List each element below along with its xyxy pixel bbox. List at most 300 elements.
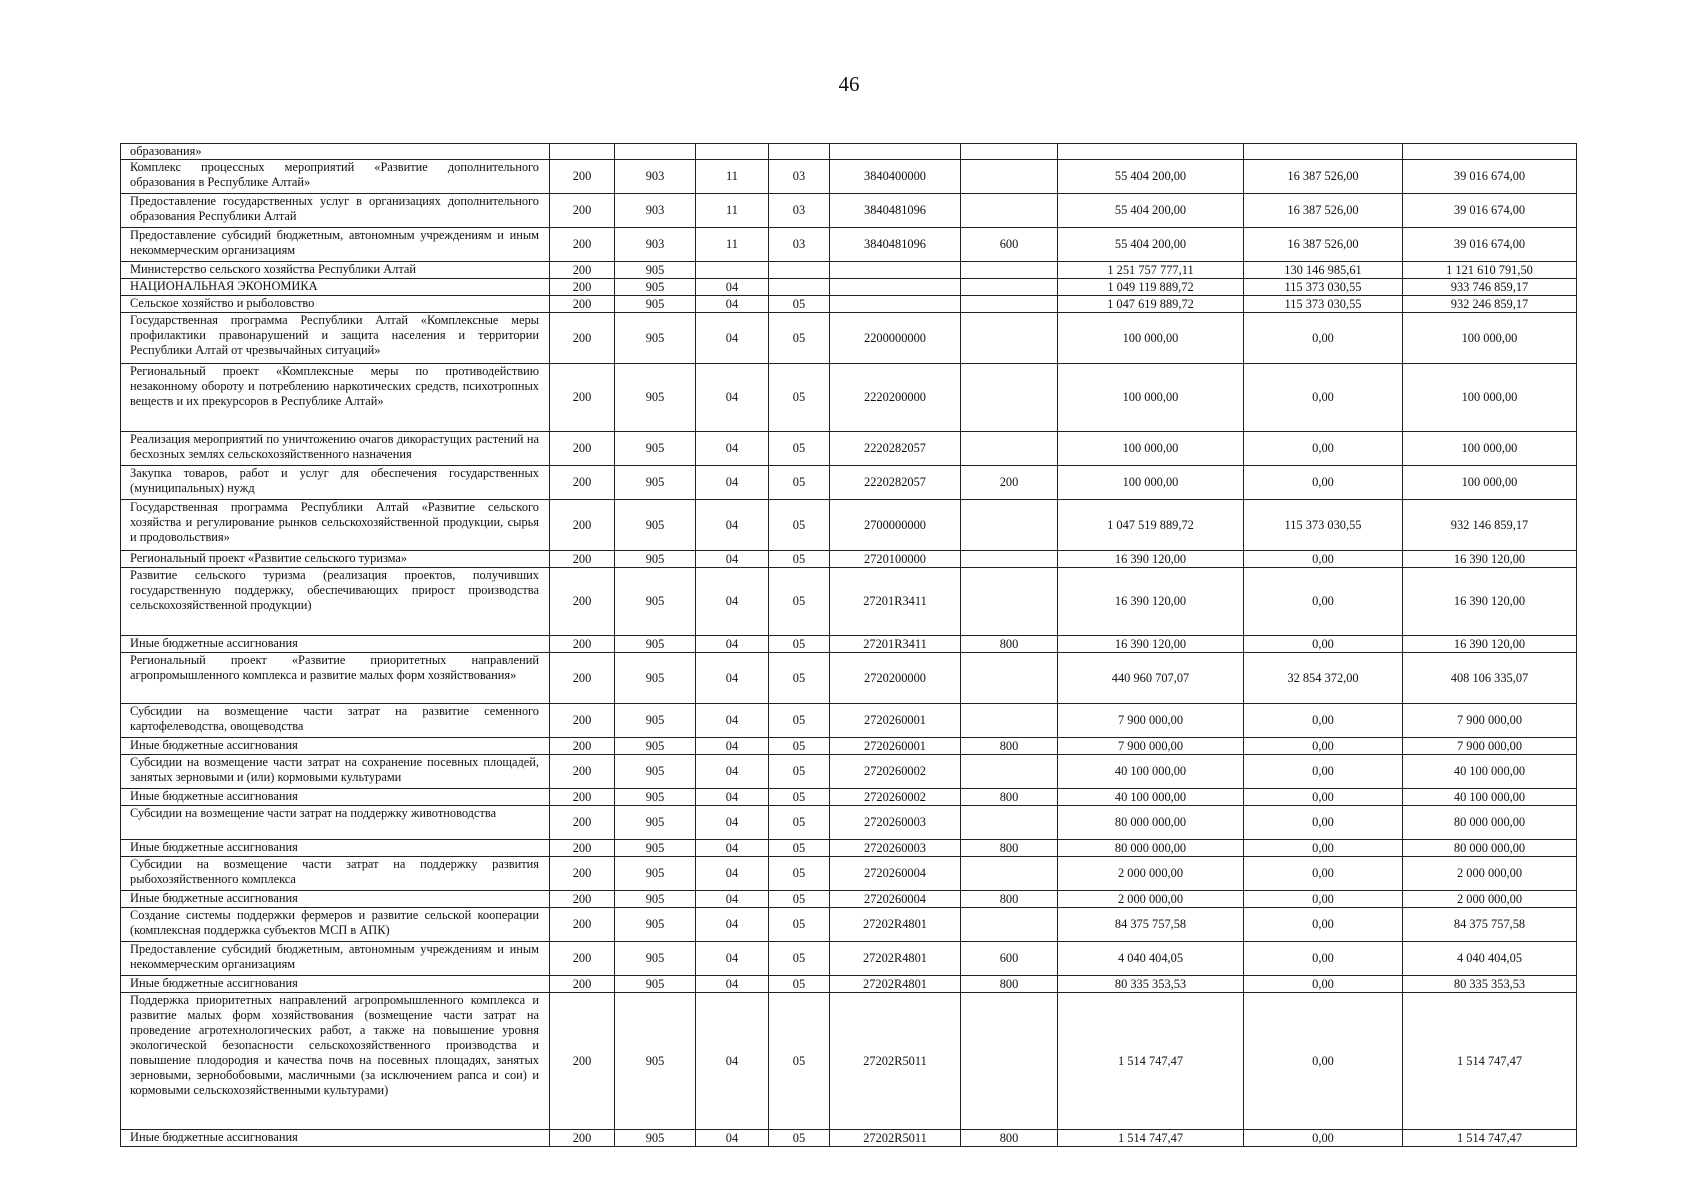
cell-section-code: 04 (696, 466, 769, 500)
cell-expense-type (961, 144, 1058, 160)
cell-name: Субсидии на возмещение части затрат на поддержку животноводства (121, 806, 550, 840)
cell-amount-2: 0,00 (1244, 755, 1403, 789)
cell-admin-code: 200 (550, 636, 615, 653)
cell-amount-3: 4 040 404,05 (1403, 942, 1577, 976)
cell-dept-code: 905 (615, 636, 696, 653)
cell-target-code: 2220200000 (830, 364, 961, 432)
cell-dept-code: 903 (615, 194, 696, 228)
cell-target-code (830, 279, 961, 296)
cell-amount-3: 80 000 000,00 (1403, 840, 1577, 857)
cell-amount-total: 2 000 000,00 (1058, 857, 1244, 891)
cell-name: Иные бюджетные ассигнования (121, 636, 550, 653)
cell-expense-type: 800 (961, 1130, 1058, 1147)
cell-target-code: 2220282057 (830, 432, 961, 466)
cell-name: Государственная программа Республики Алтай «Комплексные меры профилактики правонарушений и защита населения и территории Республики Алтай от чрезвычайных ситуаций» (121, 313, 550, 364)
table-row (121, 653, 1577, 704)
table-row (121, 738, 1577, 755)
cell-admin-code: 200 (550, 228, 615, 262)
cell-target-code: 2720260001 (830, 704, 961, 738)
cell-expense-type: 600 (961, 942, 1058, 976)
cell-target-code: 2720260004 (830, 891, 961, 908)
cell-dept-code: 905 (615, 313, 696, 364)
cell-expense-type (961, 568, 1058, 636)
cell-subsection-code: 05 (769, 551, 830, 568)
cell-subsection-code: 05 (769, 432, 830, 466)
cell-name: Закупка товаров, работ и услуг для обеспечения государственных (муниципальных) нужд (121, 466, 550, 500)
cell-subsection-code: 05 (769, 296, 830, 313)
cell-dept-code: 905 (615, 432, 696, 466)
cell-target-code: 2720260002 (830, 755, 961, 789)
cell-dept-code: 905 (615, 296, 696, 313)
cell-dept-code: 903 (615, 160, 696, 194)
table-row (121, 908, 1577, 942)
cell-amount-2: 0,00 (1244, 313, 1403, 364)
cell-subsection-code: 05 (769, 993, 830, 1130)
cell-dept-code: 905 (615, 738, 696, 755)
cell-name: Государственная программа Республики Алтай «Развитие сельского хозяйства и регулирование рынков сельскохозяйственной продукции, сырья и продовольствия» (121, 500, 550, 551)
cell-dept-code: 905 (615, 551, 696, 568)
cell-name: Субсидии на возмещение части затрат на поддержку развития рыбохозяйственного комплекса (121, 857, 550, 891)
cell-name: образования» (121, 144, 550, 160)
cell-target-code: 2700000000 (830, 500, 961, 551)
cell-amount-3: 16 390 120,00 (1403, 551, 1577, 568)
cell-amount-2: 0,00 (1244, 891, 1403, 908)
cell-name: Поддержка приоритетных направлений агропромышленного комплекса и развитие малых форм хозяйствования (возмещение части затрат на проведение агротехнологических работ, а также на повышение уровня экологической безопасности сельскохозяйственного производства и повышение плодородия и качества почв на посевных площадях, занятых зерновыми, зернобобовыми, масличными (за исключением рапса и сои) и кормовыми сельскохозяйственными культурами) (121, 993, 550, 1130)
cell-section-code: 04 (696, 840, 769, 857)
cell-section-code: 04 (696, 755, 769, 789)
cell-subsection-code: 05 (769, 840, 830, 857)
cell-amount-2: 0,00 (1244, 636, 1403, 653)
cell-name: Иные бюджетные ассигнования (121, 789, 550, 806)
cell-admin-code: 200 (550, 653, 615, 704)
cell-amount-total: 100 000,00 (1058, 313, 1244, 364)
cell-amount-total: 100 000,00 (1058, 466, 1244, 500)
cell-expense-type: 800 (961, 789, 1058, 806)
cell-section-code: 11 (696, 160, 769, 194)
table-row (121, 993, 1577, 1130)
cell-name: Региональный проект «Развитие сельского туризма» (121, 551, 550, 568)
cell-section-code: 04 (696, 806, 769, 840)
cell-dept-code: 905 (615, 1130, 696, 1147)
table-row (121, 840, 1577, 857)
cell-dept-code: 905 (615, 789, 696, 806)
table-row (121, 891, 1577, 908)
cell-dept-code: 903 (615, 228, 696, 262)
cell-amount-total: 1 047 619 889,72 (1058, 296, 1244, 313)
table-row (121, 636, 1577, 653)
cell-section-code: 04 (696, 738, 769, 755)
cell-expense-type (961, 908, 1058, 942)
cell-target-code: 2200000000 (830, 313, 961, 364)
cell-admin-code: 200 (550, 857, 615, 891)
cell-expense-type: 800 (961, 976, 1058, 993)
cell-target-code: 27202R4801 (830, 976, 961, 993)
cell-section-code: 04 (696, 976, 769, 993)
cell-amount-3: 84 375 757,58 (1403, 908, 1577, 942)
table-row (121, 806, 1577, 840)
cell-amount-3: 932 246 859,17 (1403, 296, 1577, 313)
cell-expense-type (961, 262, 1058, 279)
cell-subsection-code: 05 (769, 636, 830, 653)
cell-name: НАЦИОНАЛЬНАЯ ЭКОНОМИКА (121, 279, 550, 296)
cell-admin-code: 200 (550, 789, 615, 806)
cell-amount-2: 0,00 (1244, 806, 1403, 840)
table-row (121, 144, 1577, 160)
cell-name: Реализация мероприятий по уничтожению очагов дикорастущих растений на бесхозных землях сельскохозяйственного назначения (121, 432, 550, 466)
cell-dept-code: 905 (615, 976, 696, 993)
table-row (121, 466, 1577, 500)
cell-subsection-code: 05 (769, 908, 830, 942)
cell-amount-total: 440 960 707,07 (1058, 653, 1244, 704)
table-row (121, 942, 1577, 976)
table-row (121, 704, 1577, 738)
cell-amount-2: 0,00 (1244, 1130, 1403, 1147)
cell-expense-type (961, 432, 1058, 466)
cell-amount-3: 2 000 000,00 (1403, 857, 1577, 891)
cell-expense-type (961, 993, 1058, 1130)
cell-admin-code: 200 (550, 551, 615, 568)
cell-subsection-code: 05 (769, 313, 830, 364)
cell-dept-code: 905 (615, 704, 696, 738)
cell-amount-total: 100 000,00 (1058, 432, 1244, 466)
cell-name: Комплекс процессных мероприятий «Развитие дополнительного образования в Республике Алтай» (121, 160, 550, 194)
cell-amount-2: 0,00 (1244, 704, 1403, 738)
cell-name: Иные бюджетные ассигнования (121, 976, 550, 993)
cell-amount-total: 40 100 000,00 (1058, 789, 1244, 806)
table-row (121, 789, 1577, 806)
cell-section-code: 04 (696, 432, 769, 466)
cell-dept-code (615, 144, 696, 160)
cell-expense-type: 800 (961, 891, 1058, 908)
cell-subsection-code (769, 144, 830, 160)
cell-subsection-code: 05 (769, 976, 830, 993)
cell-dept-code: 905 (615, 279, 696, 296)
cell-amount-2: 0,00 (1244, 789, 1403, 806)
cell-amount-2: 32 854 372,00 (1244, 653, 1403, 704)
cell-amount-2: 16 387 526,00 (1244, 160, 1403, 194)
cell-amount-2: 0,00 (1244, 568, 1403, 636)
cell-target-code: 27202R5011 (830, 1130, 961, 1147)
cell-target-code: 2720200000 (830, 653, 961, 704)
cell-subsection-code: 03 (769, 160, 830, 194)
cell-expense-type: 800 (961, 636, 1058, 653)
cell-amount-3: 16 390 120,00 (1403, 636, 1577, 653)
cell-expense-type: 800 (961, 738, 1058, 755)
cell-target-code: 27202R4801 (830, 942, 961, 976)
cell-target-code: 2720260003 (830, 840, 961, 857)
cell-amount-total: 80 000 000,00 (1058, 840, 1244, 857)
cell-dept-code: 905 (615, 568, 696, 636)
cell-name: Иные бюджетные ассигнования (121, 1130, 550, 1147)
cell-admin-code: 200 (550, 262, 615, 279)
cell-expense-type (961, 279, 1058, 296)
cell-admin-code: 200 (550, 840, 615, 857)
cell-amount-3: 16 390 120,00 (1403, 568, 1577, 636)
cell-name: Субсидии на возмещение части затрат на сохранение посевных площадей, занятых зерновыми и (или) кормовыми культурами (121, 755, 550, 789)
cell-admin-code: 200 (550, 942, 615, 976)
cell-expense-type (961, 500, 1058, 551)
cell-dept-code: 905 (615, 755, 696, 789)
cell-amount-2: 0,00 (1244, 976, 1403, 993)
cell-target-code (830, 144, 961, 160)
cell-subsection-code: 05 (769, 806, 830, 840)
cell-subsection-code: 05 (769, 704, 830, 738)
table-row (121, 500, 1577, 551)
cell-dept-code: 905 (615, 364, 696, 432)
cell-dept-code: 905 (615, 908, 696, 942)
cell-amount-2: 0,00 (1244, 840, 1403, 857)
cell-subsection-code: 03 (769, 228, 830, 262)
cell-admin-code: 200 (550, 806, 615, 840)
cell-dept-code: 905 (615, 891, 696, 908)
cell-amount-2: 0,00 (1244, 908, 1403, 942)
table-row (121, 1130, 1577, 1147)
table-row (121, 262, 1577, 279)
cell-target-code: 2720100000 (830, 551, 961, 568)
cell-section-code: 04 (696, 500, 769, 551)
cell-target-code: 2720260002 (830, 789, 961, 806)
cell-target-code: 27201R3411 (830, 568, 961, 636)
cell-amount-2: 0,00 (1244, 364, 1403, 432)
cell-amount-3: 80 335 353,53 (1403, 976, 1577, 993)
cell-dept-code: 905 (615, 500, 696, 551)
cell-name: Предоставление государственных услуг в организациях дополнительного образования Республики Алтай (121, 194, 550, 228)
cell-subsection-code: 05 (769, 755, 830, 789)
cell-name: Иные бюджетные ассигнования (121, 738, 550, 755)
cell-amount-3: 1 514 747,47 (1403, 993, 1577, 1130)
cell-expense-type (961, 313, 1058, 364)
cell-subsection-code (769, 262, 830, 279)
cell-section-code: 04 (696, 891, 769, 908)
cell-amount-2: 0,00 (1244, 738, 1403, 755)
cell-dept-code: 905 (615, 653, 696, 704)
cell-expense-type (961, 160, 1058, 194)
cell-target-code: 27202R5011 (830, 993, 961, 1130)
cell-name: Создание системы поддержки фермеров и развитие сельской кооперации (комплексная поддержка субъектов МСП в АПК) (121, 908, 550, 942)
cell-amount-total: 55 404 200,00 (1058, 228, 1244, 262)
cell-target-code: 27202R4801 (830, 908, 961, 942)
cell-subsection-code: 05 (769, 738, 830, 755)
cell-target-code: 2720260003 (830, 806, 961, 840)
cell-name: Региональный проект «Комплексные меры по противодействию незаконному обороту и потреблению наркотических средств, психотропных веществ и их прекурсоров в Республике Алтай» (121, 364, 550, 432)
cell-dept-code: 905 (615, 806, 696, 840)
cell-admin-code: 200 (550, 568, 615, 636)
cell-dept-code: 905 (615, 262, 696, 279)
cell-subsection-code: 03 (769, 194, 830, 228)
cell-name: Региональный проект «Развитие приоритетных направлений агропромышленного комплекса и развитие малых форм хозяйствования» (121, 653, 550, 704)
cell-expense-type (961, 755, 1058, 789)
cell-name: Развитие сельского туризма (реализация проектов, получивших государственную поддержку, обеспечивающих прирост производства сельскохозяйственной продукции) (121, 568, 550, 636)
cell-section-code: 04 (696, 857, 769, 891)
cell-dept-code: 905 (615, 840, 696, 857)
cell-amount-total: 1 514 747,47 (1058, 1130, 1244, 1147)
cell-section-code: 04 (696, 653, 769, 704)
cell-target-code: 2220282057 (830, 466, 961, 500)
table-row (121, 296, 1577, 313)
cell-amount-3 (1403, 144, 1577, 160)
table-row (121, 976, 1577, 993)
cell-subsection-code: 05 (769, 942, 830, 976)
cell-section-code: 04 (696, 364, 769, 432)
cell-expense-type (961, 653, 1058, 704)
cell-amount-3: 39 016 674,00 (1403, 160, 1577, 194)
cell-amount-3: 100 000,00 (1403, 313, 1577, 364)
cell-subsection-code (769, 279, 830, 296)
cell-expense-type (961, 704, 1058, 738)
table-row (121, 194, 1577, 228)
cell-section-code: 04 (696, 993, 769, 1130)
cell-amount-2: 16 387 526,00 (1244, 194, 1403, 228)
cell-amount-total: 84 375 757,58 (1058, 908, 1244, 942)
cell-amount-2: 115 373 030,55 (1244, 500, 1403, 551)
cell-admin-code: 200 (550, 432, 615, 466)
cell-dept-code: 905 (615, 857, 696, 891)
cell-amount-total: 4 040 404,05 (1058, 942, 1244, 976)
cell-admin-code: 200 (550, 976, 615, 993)
cell-name: Субсидии на возмещение части затрат на развитие семенного картофелеводства, овощеводства (121, 704, 550, 738)
cell-expense-type (961, 806, 1058, 840)
cell-amount-3: 39 016 674,00 (1403, 228, 1577, 262)
cell-section-code: 11 (696, 194, 769, 228)
cell-name: Предоставление субсидий бюджетным, автономным учреждениям и иным некоммерческим организациям (121, 228, 550, 262)
budget-table-body (121, 144, 1577, 1147)
cell-admin-code: 200 (550, 755, 615, 789)
cell-subsection-code: 05 (769, 1130, 830, 1147)
cell-expense-type (961, 551, 1058, 568)
cell-target-code: 2720260001 (830, 738, 961, 755)
cell-target-code: 2720260004 (830, 857, 961, 891)
cell-amount-3: 933 746 859,17 (1403, 279, 1577, 296)
cell-admin-code: 200 (550, 466, 615, 500)
cell-admin-code: 200 (550, 194, 615, 228)
cell-amount-2: 16 387 526,00 (1244, 228, 1403, 262)
table-row (121, 228, 1577, 262)
cell-admin-code: 200 (550, 313, 615, 364)
cell-amount-3: 7 900 000,00 (1403, 704, 1577, 738)
table-row (121, 364, 1577, 432)
cell-target-code: 3840400000 (830, 160, 961, 194)
cell-section-code: 04 (696, 636, 769, 653)
cell-amount-3: 2 000 000,00 (1403, 891, 1577, 908)
cell-name: Сельское хозяйство и рыболовство (121, 296, 550, 313)
cell-section-code: 04 (696, 1130, 769, 1147)
cell-amount-total: 80 335 353,53 (1058, 976, 1244, 993)
cell-amount-3: 408 106 335,07 (1403, 653, 1577, 704)
cell-admin-code: 200 (550, 891, 615, 908)
cell-admin-code: 200 (550, 993, 615, 1130)
cell-expense-type (961, 194, 1058, 228)
cell-amount-3: 1 514 747,47 (1403, 1130, 1577, 1147)
cell-amount-total: 80 000 000,00 (1058, 806, 1244, 840)
table-row (121, 432, 1577, 466)
cell-amount-3: 100 000,00 (1403, 364, 1577, 432)
cell-expense-type: 600 (961, 228, 1058, 262)
cell-subsection-code: 05 (769, 466, 830, 500)
cell-amount-3: 100 000,00 (1403, 466, 1577, 500)
cell-name: Предоставление субсидий бюджетным, автономным учреждениям и иным некоммерческим организациям (121, 942, 550, 976)
cell-amount-total: 1 514 747,47 (1058, 993, 1244, 1130)
cell-subsection-code: 05 (769, 653, 830, 704)
cell-admin-code: 200 (550, 738, 615, 755)
cell-amount-total: 16 390 120,00 (1058, 636, 1244, 653)
cell-dept-code: 905 (615, 993, 696, 1130)
cell-name: Министерство сельского хозяйства Республики Алтай (121, 262, 550, 279)
table-row (121, 160, 1577, 194)
cell-section-code: 04 (696, 942, 769, 976)
cell-expense-type (961, 857, 1058, 891)
cell-admin-code: 200 (550, 160, 615, 194)
cell-amount-3: 80 000 000,00 (1403, 806, 1577, 840)
cell-subsection-code: 05 (769, 500, 830, 551)
cell-target-code: 27201R3411 (830, 636, 961, 653)
cell-amount-3: 100 000,00 (1403, 432, 1577, 466)
cell-dept-code: 905 (615, 466, 696, 500)
cell-amount-total: 16 390 120,00 (1058, 568, 1244, 636)
cell-section-code (696, 262, 769, 279)
cell-target-code: 3840481096 (830, 228, 961, 262)
cell-amount-3: 39 016 674,00 (1403, 194, 1577, 228)
cell-section-code: 04 (696, 279, 769, 296)
cell-amount-total: 1 047 519 889,72 (1058, 500, 1244, 551)
cell-amount-total (1058, 144, 1244, 160)
cell-amount-2 (1244, 144, 1403, 160)
cell-subsection-code: 05 (769, 568, 830, 636)
cell-amount-total: 1 251 757 777,11 (1058, 262, 1244, 279)
cell-section-code: 04 (696, 296, 769, 313)
cell-amount-total: 55 404 200,00 (1058, 160, 1244, 194)
cell-amount-total: 2 000 000,00 (1058, 891, 1244, 908)
page-number: 46 (838, 72, 860, 96)
cell-admin-code: 200 (550, 296, 615, 313)
cell-admin-code (550, 144, 615, 160)
cell-admin-code: 200 (550, 1130, 615, 1147)
cell-section-code: 04 (696, 551, 769, 568)
cell-admin-code: 200 (550, 704, 615, 738)
table-row (121, 313, 1577, 364)
cell-expense-type: 200 (961, 466, 1058, 500)
table-row (121, 568, 1577, 636)
cell-admin-code: 200 (550, 279, 615, 296)
cell-subsection-code: 05 (769, 857, 830, 891)
cell-subsection-code: 05 (769, 891, 830, 908)
cell-section-code: 04 (696, 908, 769, 942)
cell-admin-code: 200 (550, 908, 615, 942)
cell-target-code (830, 262, 961, 279)
cell-section-code (696, 144, 769, 160)
cell-amount-total: 7 900 000,00 (1058, 738, 1244, 755)
cell-amount-2: 0,00 (1244, 466, 1403, 500)
cell-admin-code: 200 (550, 500, 615, 551)
cell-amount-2: 130 146 985,61 (1244, 262, 1403, 279)
cell-section-code: 04 (696, 789, 769, 806)
cell-target-code (830, 296, 961, 313)
cell-amount-total: 40 100 000,00 (1058, 755, 1244, 789)
cell-name: Иные бюджетные ассигнования (121, 891, 550, 908)
table-row (121, 857, 1577, 891)
cell-expense-type (961, 364, 1058, 432)
cell-amount-2: 0,00 (1244, 857, 1403, 891)
cell-section-code: 11 (696, 228, 769, 262)
cell-amount-2: 115 373 030,55 (1244, 296, 1403, 313)
cell-name: Иные бюджетные ассигнования (121, 840, 550, 857)
cell-amount-total: 55 404 200,00 (1058, 194, 1244, 228)
cell-amount-total: 16 390 120,00 (1058, 551, 1244, 568)
budget-table (120, 143, 1577, 1147)
cell-amount-total: 100 000,00 (1058, 364, 1244, 432)
table-row (121, 551, 1577, 568)
cell-amount-3: 40 100 000,00 (1403, 789, 1577, 806)
cell-subsection-code: 05 (769, 789, 830, 806)
